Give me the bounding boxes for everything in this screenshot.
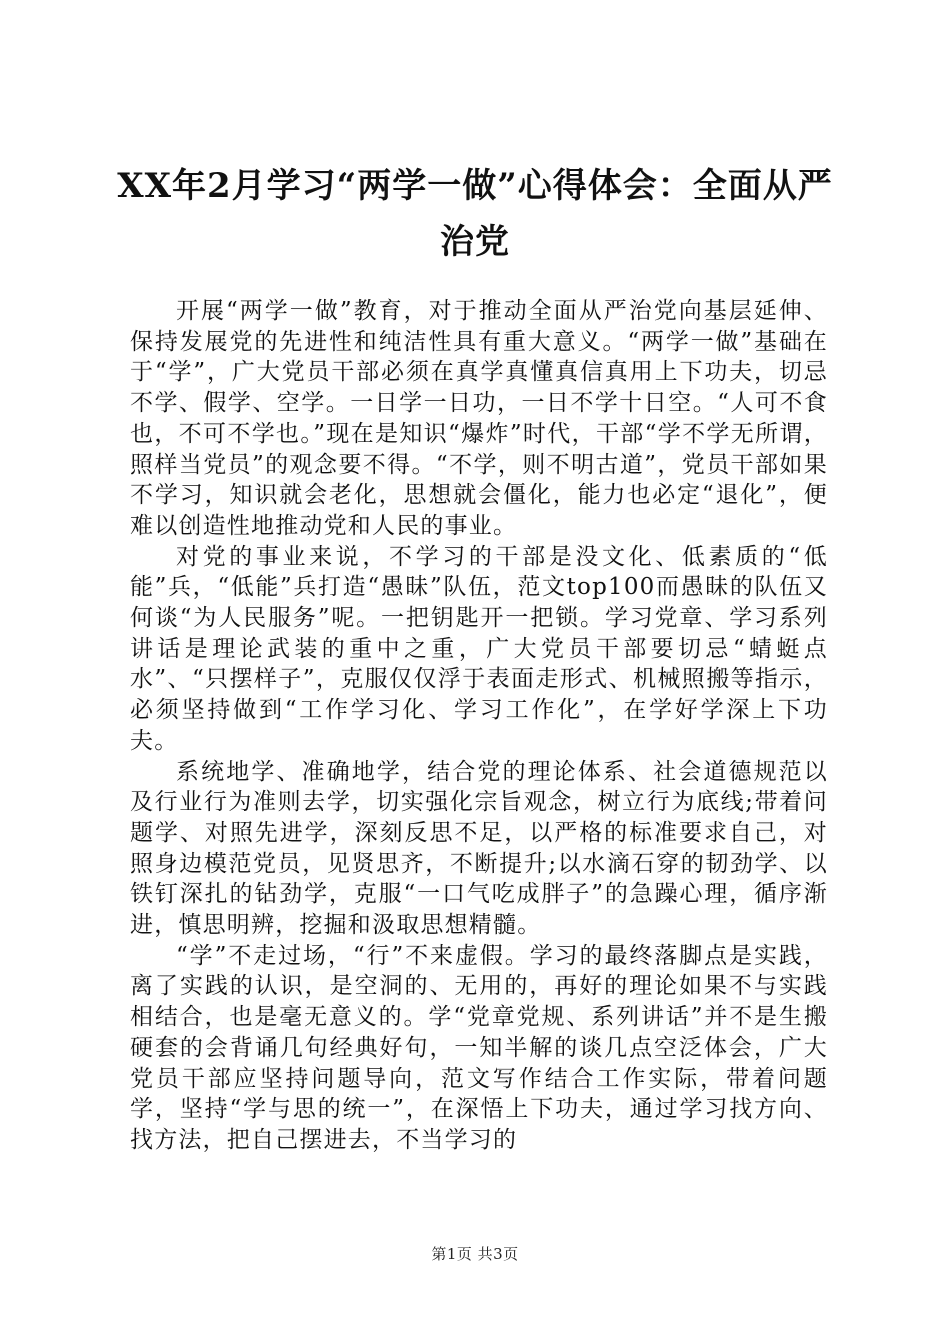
- paragraph-3: 系统地学、准确地学，结合党的理论体系、社会道德规范以及行业行为准则去学，切实强化宗旨观念，树立行为底线;带着问题学、对照先进学，深刻反思不足，以严格的标准要求自己，对照身边模范党员，见贤思齐，不断提升;以水滴石穿的韧劲学、以铁钉深扎的钻劲学，克服“一口气吃成胖子”的急躁心理，循序渐进，慎思明辨，挖掘和汲取思想精髓。: [130, 758, 828, 939]
- document-title: XX年2月学习“两学一做”心得体会：全面从严治党: [117, 166, 833, 262]
- paragraph-1: 开展“两学一做”教育，对于推动全面从严治党向基层延伸、保持发展党的先进性和纯洁性具有重大意义。“两学一做”基础在于“学”，广大党员干部必须在真学真懂真信真用上下功夫，切忌不学、假学、空学。一日学一日功，一日不学十日空。“人可不食也，不可不学也。”现在是知识“爆炸”时代，干部“学不学无所谓，照样当党员”的观念要不得。“不学，则不明古道”，党员干部如果不学习，知识就会老化，思想就会僵化，能力也必定“退化”，便难以创造性地推动党和人民的事业。: [130, 298, 828, 539]
- paragraph-4: “学”不走过场，“行”不来虚假。学习的最终落脚点是实践，离了实践的认识，是空洞的、无用的，再好的理论如果不与实践相结合，也是毫无意义的。学“党章党规、系列讲话”并不是生搬硬套的会背诵几句经典好句，一知半解的谈几点空泛体会，广大党员干部应坚持问题导向，范文写作结合工作实际，带着问题学，坚持“学与思的统一”，在深悟上下功夫，通过学习找方向、找方法，把自己摆进去，不当学习的: [130, 942, 828, 1153]
- page-number-footer: 第1页 共3页: [431, 1245, 519, 1263]
- paragraph-2: 对党的事业来说，不学习的干部是没文化、低素质的“低能”兵，“低能”兵打造“愚昧”队伍，范文top100而愚昧的队伍又何谈“为人民服务”呢。一把钥匙开一把锁。学习党章、学习系列讲话是理论武装的重中之重，广大党员干部要切忌“蜻蜓点水”、“只摆样子”，克服仅仅浮于表面走形式、机械照搬等指示，必须坚持做到“工作学习化、学习工作化”，在学好学深上下功夫。: [130, 543, 828, 754]
- document-body: [130, 296, 828, 1156]
